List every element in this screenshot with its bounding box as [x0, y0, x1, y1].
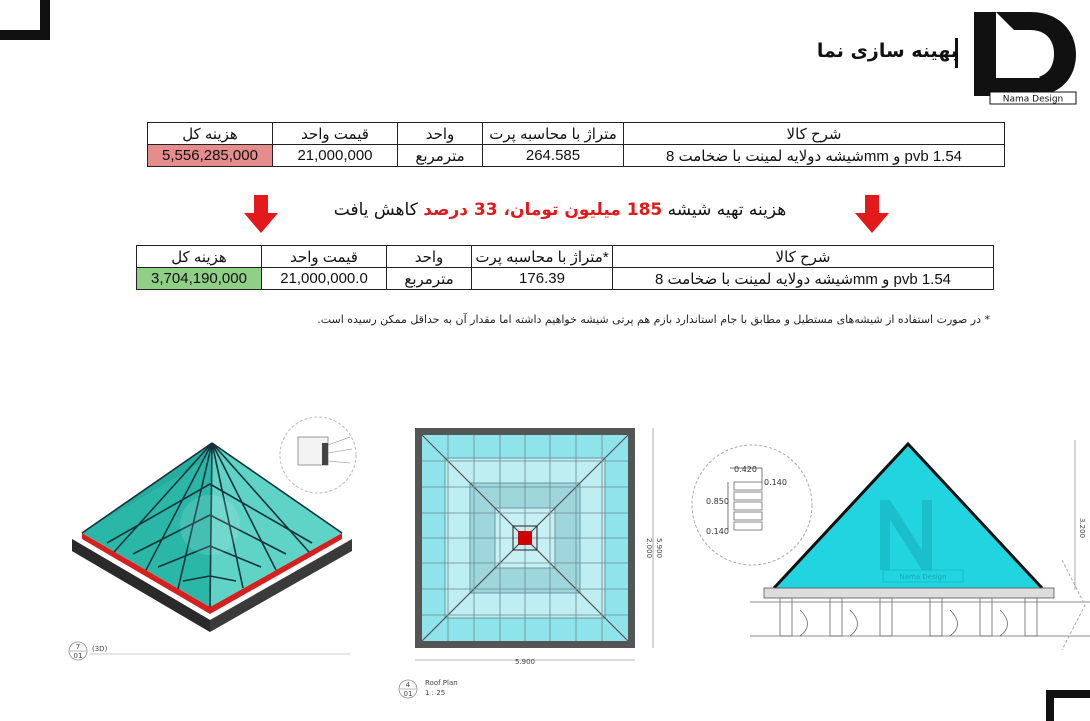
header-unit: واحد — [387, 246, 472, 268]
arrow-down-left-icon — [244, 195, 278, 233]
elev-dim-side: 3.200 — [1078, 518, 1086, 539]
unit-value: مترمربع — [398, 145, 483, 167]
total-cost-value: 5,556,285,000 — [148, 145, 273, 167]
elev-dim-a: 0.420 — [734, 465, 757, 474]
unit-price-value: 21,000,000.0 — [262, 268, 387, 290]
plan-dim-inner: 2.000 — [645, 538, 653, 559]
area-value: 176.39 — [472, 268, 613, 290]
unit-value: مترمربع — [387, 268, 472, 290]
header-description: شرح کالا — [613, 246, 994, 268]
isometric-pyramid-drawing — [60, 415, 360, 665]
total-cost-value: 3,704,190,000 — [137, 268, 262, 290]
elev-dim-d: 0.140 — [706, 527, 729, 536]
table-header-row — [137, 246, 994, 268]
iso-tag: (3D) — [92, 645, 108, 653]
cost-table-after — [136, 245, 994, 290]
iso-ref-bottom: 01 — [73, 652, 83, 660]
header-area-waste: متراژ با محاسبه پرت* — [472, 246, 613, 268]
headline-highlight: 185 میلیون تومان، 33 درصد — [423, 200, 663, 220]
header-total-cost: هزینه کل — [137, 246, 262, 268]
header-description: شرح کالا — [624, 123, 1005, 145]
corner-mark-top-left — [0, 0, 50, 40]
area-value: 264.585 — [483, 145, 624, 167]
header-total-cost: هزینه کل — [148, 123, 273, 145]
logo-caption: Nama Design — [1002, 94, 1064, 105]
footnote: * در صورت استفاده از شیشه‌های مستطیل و مطابق با جام استاندارد بازم هم پرتی شیشه خواهیم داشته اما مقدار آن به حداقل ممکن رسیده است. — [317, 313, 990, 326]
unit-price-value: 21,000,000 — [273, 145, 398, 167]
cost-table-before — [147, 122, 1005, 167]
plan-scale: 1 : 25 — [425, 689, 446, 697]
corner-mark-bottom-right — [1046, 690, 1090, 721]
savings-headline — [300, 200, 820, 220]
elev-watermark: Nama Design — [899, 573, 947, 581]
plan-ref-bottom: 01 — [403, 690, 413, 698]
arrow-down-right-icon — [855, 195, 889, 233]
nama-design-logo — [970, 8, 1078, 106]
headline-part1: هزینه تهیه شیشه — [662, 200, 787, 220]
plan-dim-bottom: 5.900 — [514, 658, 536, 666]
header-unit: واحد — [398, 123, 483, 145]
description-value: شیشه دولایه لمینت با ضخامت 8mm و pvb 1.54 — [624, 145, 1005, 167]
pyramid-elevation-drawing — [690, 410, 1090, 665]
plan-title: Roof Plan — [425, 679, 458, 687]
plan-ref-top: 4 — [405, 681, 411, 689]
elev-dim-b: 0.140 — [764, 478, 787, 487]
header-unit-price: قیمت واحد — [273, 123, 398, 145]
iso-ref-top: 7 — [75, 643, 81, 651]
headline-part2: کاهش یافت — [333, 200, 424, 220]
header-unit-price: قیمت واحد — [262, 246, 387, 268]
table-row — [137, 268, 994, 290]
header-area-waste: متراژ با محاسبه پرت — [483, 123, 624, 145]
table-header-row — [148, 123, 1005, 145]
description-value: شیشه دولایه لمینت با ضخامت 8mm و pvb 1.54 — [613, 268, 994, 290]
brand-title: بهینه سازی نما — [816, 40, 958, 62]
plan-dim-right: 5.900 — [655, 538, 663, 559]
table-row — [148, 145, 1005, 167]
roof-plan-drawing — [395, 412, 670, 712]
elev-dim-c: 0.850 — [706, 497, 729, 506]
